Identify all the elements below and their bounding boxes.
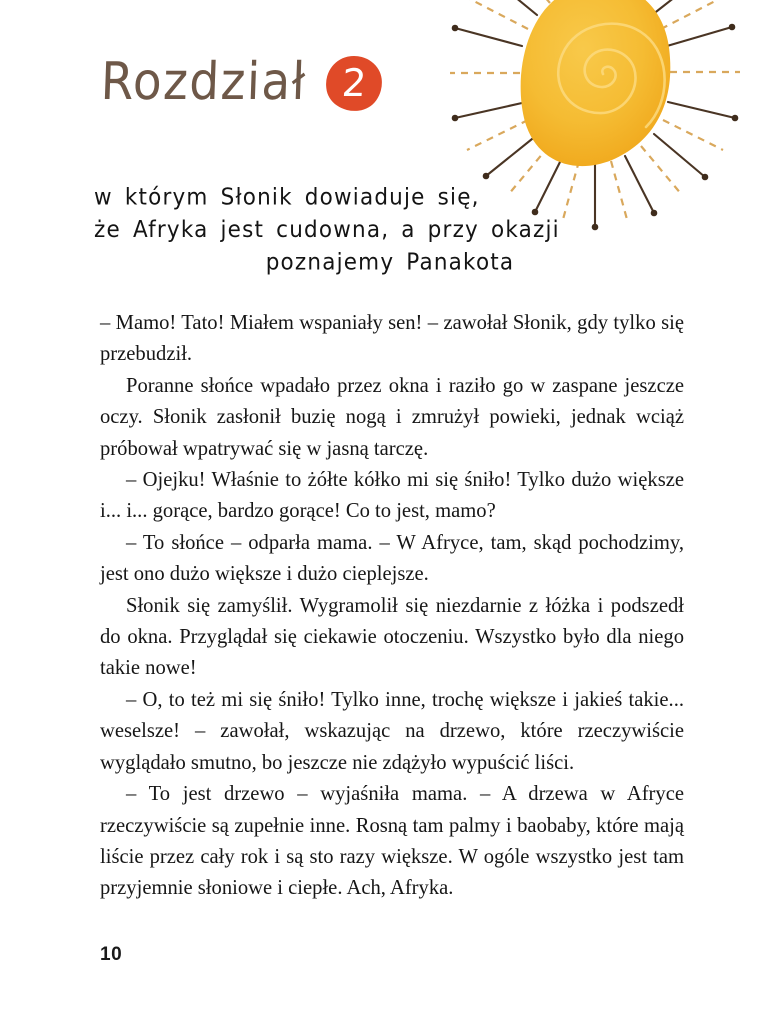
page-number: 10 bbox=[100, 944, 123, 965]
paragraph-1: – Mamo! Tato! Miałem wspaniały sen! – zawołał Słonik, gdy tylko się przebudził. bbox=[100, 312, 684, 366]
chapter-heading bbox=[99, 51, 382, 113]
body-text bbox=[100, 308, 684, 905]
paragraph-2: Poranne słońce wpadało przez okna i raziło go w zaspane jeszcze oczy. Słonik zasłonił buzię nogą i zmrużył powieki, jednak wciąż próbował wpatrywać się w jasną tarczę. bbox=[100, 374, 684, 460]
chapter-subtitle-line-3: poznajemy Panakota bbox=[265, 248, 515, 276]
paragraph-5: Słonik się zamyślił. Wygramolił się niezdarnie z łóżka i podszedł do okna. Przyglądał się ciekawie otoczeniu. Wszystko było dla niego takie nowe! bbox=[100, 594, 684, 680]
paragraph-7: – To jest drzewo – wyjaśniła mama. – A drzewa w Afryce rzeczywiście są zupełnie inne. Rosną tam palmy i baobaby, które mają liście przez cały rok i są sto razy większe. W ogóle wszystko jest tam przyjemnie słoniowe i ciepłe. Ach, Afryka. bbox=[100, 783, 684, 900]
chapter-subtitle bbox=[94, 182, 686, 279]
paragraph-6: – O, to też mi się śniło! Tylko inne, trochę większe i jakieś takie... weselsze! – zawołał, wskazując na drzewo, które rzeczywiście wyglądało smutno, bo jeszcze nie zdążyło wypuścić liści. bbox=[100, 688, 684, 774]
chapter-subtitle-line-2: że Afryka jest cudowna, a przy okazji bbox=[94, 216, 560, 244]
paragraph-4: – To słońce – odparła mama. – W Afryce, tam, skąd pochodzimy, jest ono dużo większe i dużo cieplejsze. bbox=[100, 531, 684, 586]
sun-disc bbox=[521, 0, 671, 166]
sun-spiral bbox=[558, 24, 664, 127]
paragraph-3: – Ojejku! Właśnie to żółte kółko mi się śniło! Tylko dużo większe i... i... gorące, bardzo gorące! Co to jest, mamo? bbox=[100, 469, 684, 523]
chapter-number-badge bbox=[326, 56, 382, 111]
chapter-subtitle-line-1: w którym Słonik dowiaduje się, bbox=[94, 184, 480, 212]
chapter-word: Rozdział bbox=[99, 51, 308, 113]
chapter-number: 2 bbox=[340, 60, 368, 105]
